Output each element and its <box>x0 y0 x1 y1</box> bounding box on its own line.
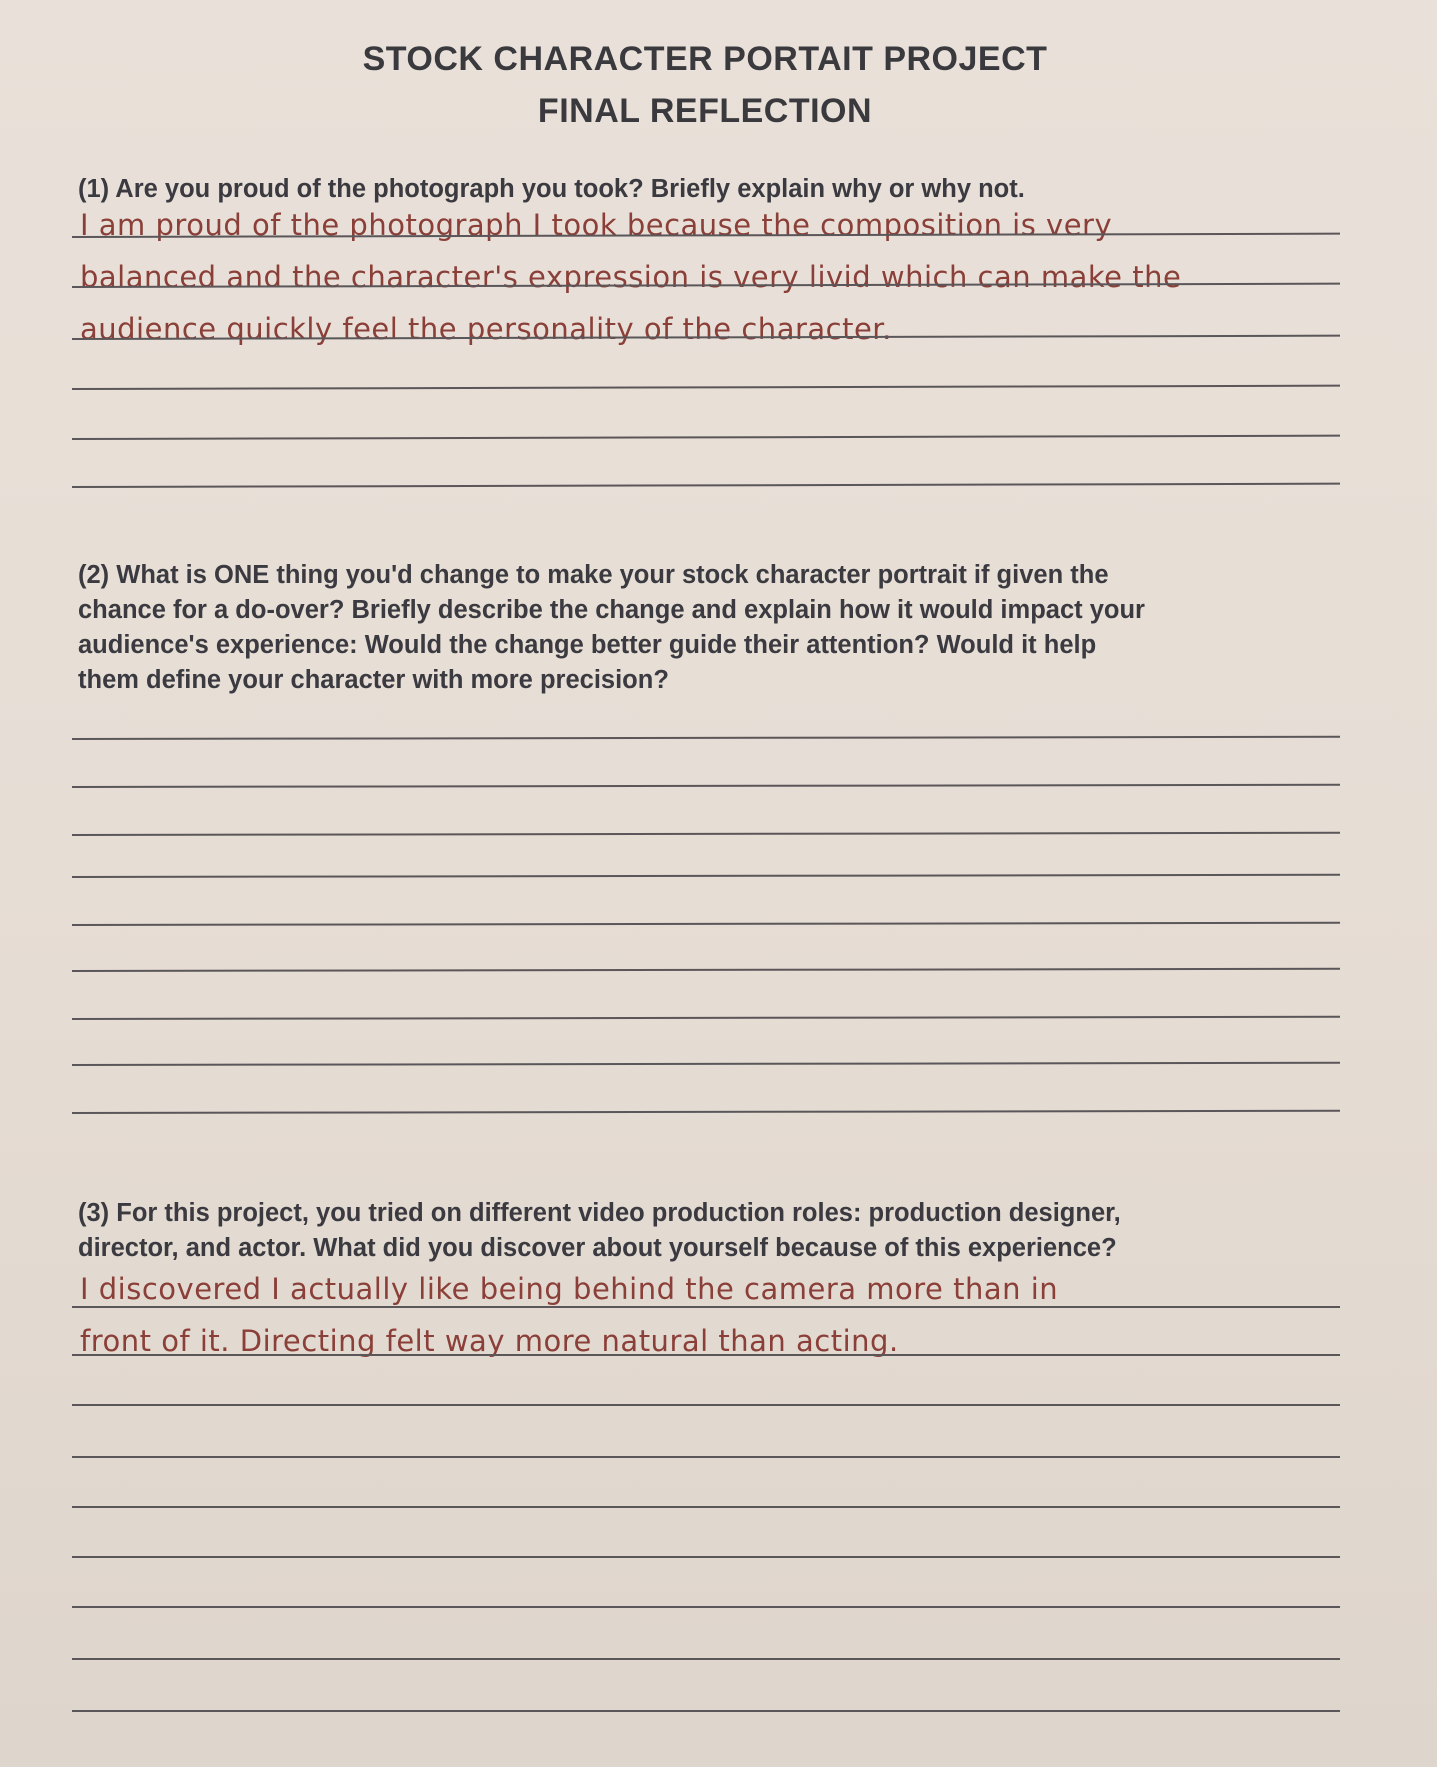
q3-rule-6 <box>72 1556 1340 1558</box>
page-title-line1: STOCK CHARACTER PORTAIT PROJECT <box>362 40 1048 78</box>
question-1-prompt: (1) Are you proud of the photograph you took? Briefly explain why or why not. <box>78 175 1025 203</box>
q2-rule-2 <box>72 784 1340 788</box>
q2-rule-7 <box>72 1016 1340 1020</box>
q2-rule-6 <box>72 968 1340 972</box>
q3-answer-line-2: front of it. Directing felt way more natural than acting. <box>80 1324 899 1358</box>
q1-answer-line-3: audience quickly feel the personality of the character. <box>80 312 892 346</box>
q3-prompt-line-2: director, and actor. What did you discover about yourself because of this experience? <box>78 1234 1117 1262</box>
q3-rule-5 <box>72 1506 1340 1508</box>
q2-prompt-line-1: (2) What is ONE thing you'd change to make your stock character portrait if given the <box>78 561 1109 589</box>
q3-prompt-line-1: (3) For this project, you tried on different video production roles: production designer, <box>78 1199 1121 1227</box>
q1-answer-line-1: I am proud of the photograph I took because the composition is very <box>80 208 1113 242</box>
q3-rule-7 <box>72 1606 1340 1608</box>
page-title-line2: FINAL REFLECTION <box>537 92 873 130</box>
q3-rule-4 <box>72 1456 1340 1458</box>
q3-rule-8 <box>72 1658 1340 1660</box>
q2-rule-4 <box>72 874 1340 878</box>
q2-rule-5 <box>72 922 1340 926</box>
question-3-prompt <box>78 1196 1338 1266</box>
q3-rule-3 <box>72 1404 1340 1406</box>
q1-rule-6 <box>72 483 1340 488</box>
q3-rule-2 <box>72 1354 1340 1356</box>
q1-rule-4 <box>72 385 1340 390</box>
q2-rule-9 <box>72 1110 1340 1114</box>
q2-prompt-line-2: chance for a do-over? Briefly describe the change and explain how it would impact your <box>78 596 1145 624</box>
q3-answer-line-1: I discovered I actually like being behind the camera more than in <box>80 1272 1059 1306</box>
q3-rule-9 <box>72 1710 1340 1712</box>
question-2-prompt <box>78 558 1338 698</box>
q2-prompt-line-4: them define your character with more precision? <box>78 666 669 694</box>
q2-rule-8 <box>72 1062 1340 1066</box>
q2-rule-3 <box>72 832 1340 836</box>
q1-answer-line-2: balanced and the character's expression is very livid which can make the <box>80 260 1182 294</box>
q2-rule-1 <box>72 736 1340 740</box>
q1-rule-5 <box>72 435 1340 440</box>
q3-rule-1 <box>72 1306 1340 1308</box>
q2-prompt-line-3: audience's experience: Would the change better guide their attention? Would it help <box>78 631 1097 659</box>
